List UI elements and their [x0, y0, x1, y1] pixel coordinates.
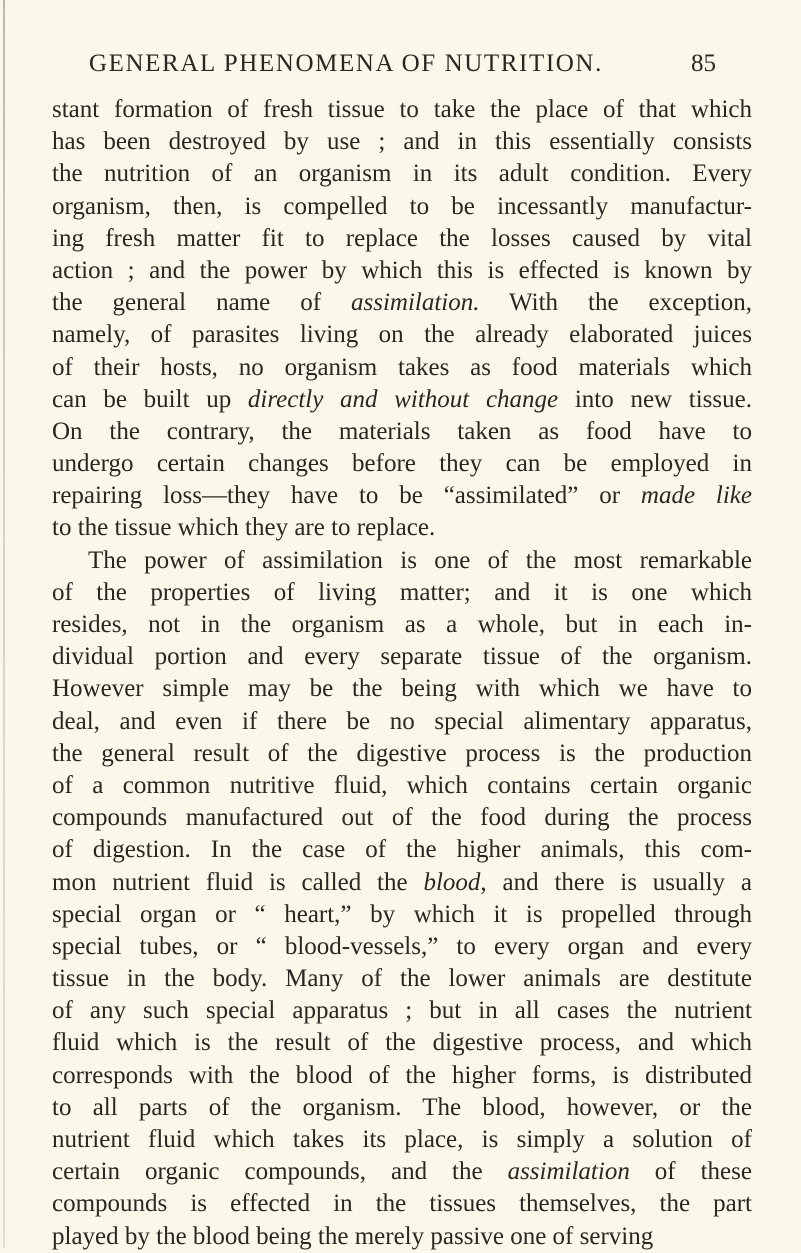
text-segment: dividual portion and every separate tissue of the organism.	[52, 643, 752, 671]
text-line	[52, 1092, 752, 1124]
text-line	[52, 480, 752, 512]
text-line	[52, 416, 752, 448]
text-segment: to the tissue which they are to replace.	[52, 514, 436, 542]
text-segment: However simple may be the being with which we have to	[52, 675, 752, 703]
text-line	[52, 1027, 752, 1059]
text-line	[52, 1124, 752, 1156]
text-line	[52, 706, 752, 738]
body-text	[52, 94, 752, 1253]
italic-text-segment: assimilation.	[351, 289, 480, 317]
text-line	[52, 867, 752, 899]
text-line	[52, 512, 752, 544]
text-line	[52, 126, 752, 158]
text-line	[52, 963, 752, 995]
page-number: 85	[691, 50, 716, 77]
text-segment: the general result of the digestive process is the production	[52, 739, 752, 767]
text-segment: undergo certain changes before they can be employed in	[52, 450, 752, 478]
text-line	[52, 352, 752, 384]
text-segment: nutrient fluid which takes its place, is simply a solution of	[52, 1126, 752, 1153]
text-line	[52, 641, 752, 673]
italic-text-segment: assimilation	[507, 1158, 630, 1186]
text-segment: of these	[629, 1158, 752, 1186]
text-line	[52, 1156, 752, 1188]
text-line	[52, 770, 752, 802]
text-segment: compounds manufactured out of the food during the process	[52, 804, 752, 832]
text-line	[52, 384, 752, 416]
text-line	[52, 158, 752, 190]
running-title: GENERAL PHENOMENA OF NUTRITION.	[89, 50, 603, 77]
text-segment: of the properties of living matter; and it is one which	[52, 578, 752, 606]
text-line	[52, 995, 752, 1027]
text-line	[52, 545, 752, 577]
text-line	[52, 191, 752, 223]
text-segment: deal, and even if there be no special alimentary apparatus,	[52, 707, 752, 735]
text-segment: of any such special apparatus ; but in all cases the nutrient	[52, 997, 752, 1025]
text-line	[52, 1188, 752, 1220]
text-segment: played by the blood being the merely passive one of serving	[52, 1222, 654, 1250]
text-segment: the nutrition of an organism in its adult condition. Every	[52, 160, 752, 188]
text-segment: On the contrary, the materials taken as food have to	[52, 417, 752, 445]
text-segment: With the exception,	[479, 289, 752, 317]
text-line	[52, 834, 752, 866]
text-line	[52, 287, 752, 319]
text-segment: special organ or “ heart,” by which it is propelled through	[52, 900, 752, 928]
text-line	[52, 738, 752, 770]
text-line	[52, 931, 752, 963]
text-line	[52, 899, 752, 931]
text-segment: of a common nutritive fluid, which contains certain organic	[52, 771, 752, 799]
text-segment: tissue in the body. Many of the lower animals are destitute	[52, 965, 752, 993]
text-segment: action ; and the power by which this is effected is known by	[52, 256, 752, 284]
page-gutter-edge	[3, 0, 5, 1248]
text-segment: corresponds with the blood of the higher forms, is distributed	[52, 1061, 752, 1089]
text-line	[52, 448, 752, 480]
text-segment: certain organic compounds, and the	[52, 1158, 508, 1186]
text-segment: of their hosts, no organism takes as food materials which	[52, 353, 752, 381]
italic-text-segment: blood,	[423, 868, 487, 896]
text-line	[52, 673, 752, 705]
text-segment: special tubes, or “ blood-vessels,” to every organ and every	[52, 932, 752, 960]
text-segment: stant formation of fresh tissue to take the place of that which	[52, 96, 752, 123]
text-segment: mon nutrient fluid is called the	[52, 868, 424, 896]
text-segment: compounds is effected in the tissues themselves, the part	[52, 1190, 752, 1218]
text-segment: fluid which is the result of the digestive process, and which	[52, 1029, 752, 1057]
text-segment: organism, then, is compelled to be incessantly manufactur-	[52, 192, 752, 220]
text-segment: the general name of	[52, 289, 352, 317]
text-line	[52, 94, 752, 126]
text-segment: namely, of parasites living on the already elaborated juices	[52, 321, 752, 349]
italic-text-segment: made like	[640, 482, 752, 510]
text-line	[52, 802, 752, 834]
text-segment: resides, not in the organism as a whole, but in each in-	[52, 611, 752, 638]
text-segment: into new tissue.	[558, 385, 752, 413]
text-segment: has been destroyed by use ; and in this essentially consists	[52, 128, 752, 156]
italic-text-segment: directly and without change	[247, 385, 559, 413]
text-segment: The power of assimilation is one of the most remarkable	[88, 546, 752, 574]
text-line	[52, 609, 752, 641]
page-header	[52, 44, 752, 82]
text-segment: ing fresh matter fit to replace the losses caused by vital	[52, 224, 752, 252]
text-segment: of digestion. In the case of the higher animals, this com-	[52, 836, 752, 864]
text-line	[52, 223, 752, 255]
text-line	[52, 1060, 752, 1092]
text-segment: to all parts of the organism. The blood, however, or the	[52, 1093, 752, 1121]
text-line	[52, 255, 752, 287]
text-segment: and there is usually a	[486, 868, 752, 896]
book-page	[52, 44, 752, 1253]
text-segment: can be built up	[52, 385, 248, 413]
text-line	[52, 577, 752, 609]
text-segment: repairing loss—they have to be “assimilated” or	[52, 482, 641, 510]
text-line	[52, 319, 752, 351]
